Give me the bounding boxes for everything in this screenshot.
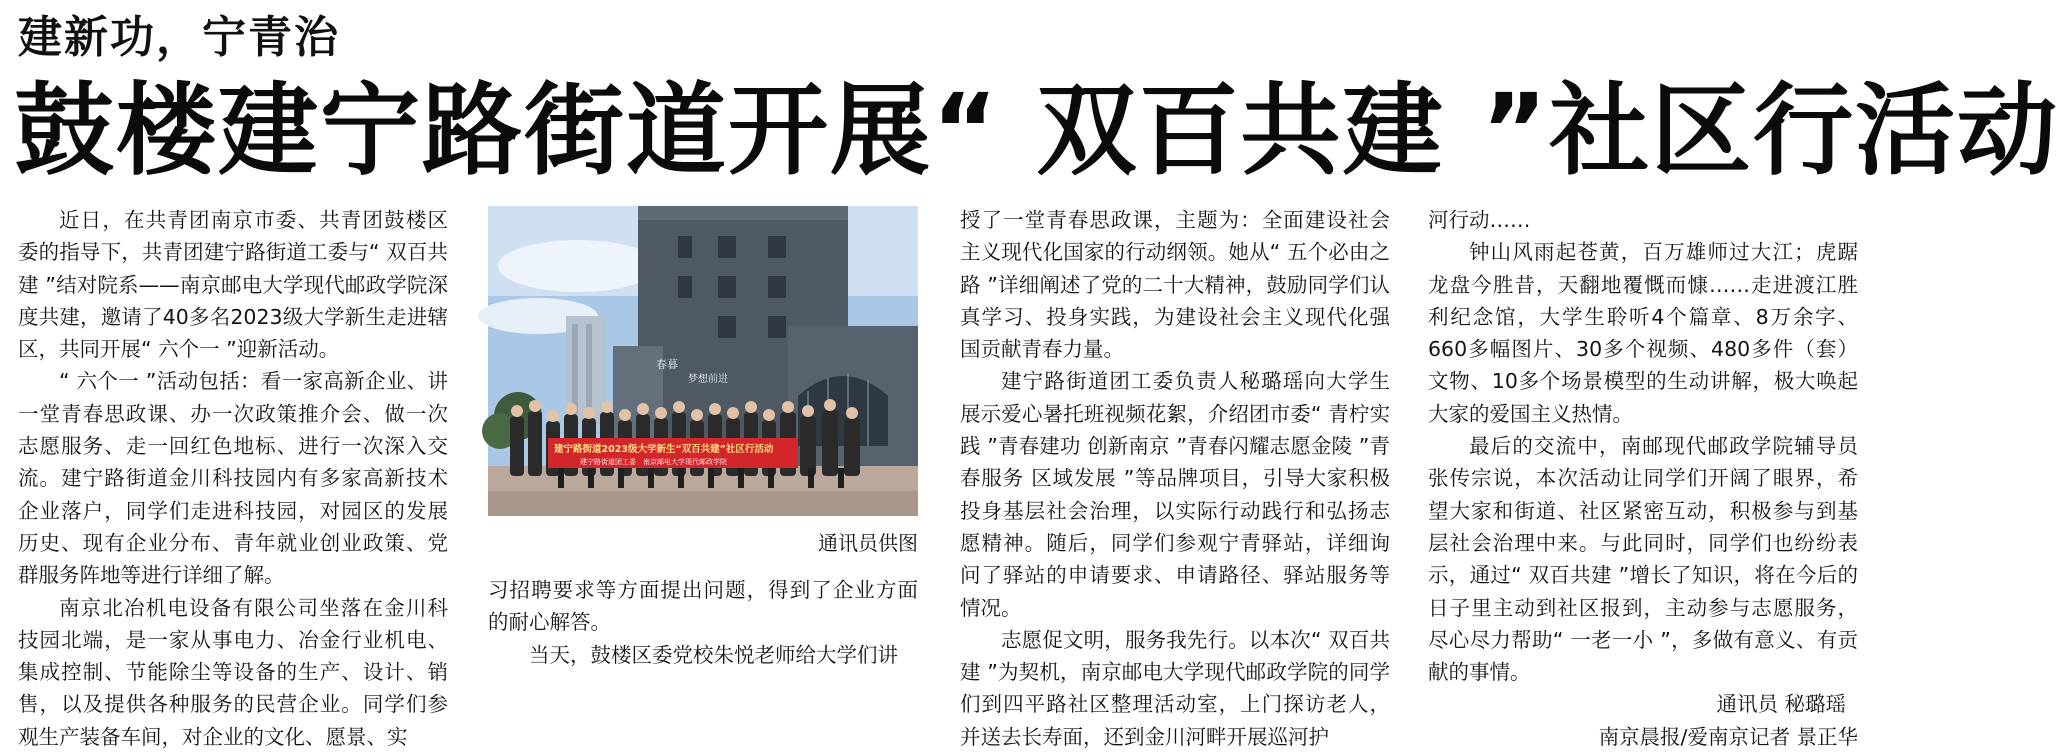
banner-subtitle: 建宁路街道团工委 南京邮电大学现代邮政学院: [580, 458, 727, 466]
kicker-title: 建新功，宁青治: [18, 12, 340, 63]
headline: 鼓楼建宁路街道开展“ 双百共建 ”社区行活动: [14, 72, 2059, 189]
article-column-1: [18, 204, 448, 749]
paragraph: 当天，鼓楼区委党校朱悦老师给大学们讲: [529, 642, 898, 667]
building-sign-text: 春暮: [656, 358, 678, 371]
paragraph: 授了一堂青春思政课，主题为：全面建设社会主义现代化国家的行动纲领。她从“ 五个必由之路 ”详细阐述了党的二十大精神，鼓励同学们认真学习、投身实践，为建设社会主义现代化强国贡献青春力量。: [960, 208, 1390, 362]
paragraph: 最后的交流中，南邮现代邮政学院辅导员张传宗说，本次活动让同学们开阔了眼界，希望大家和街道、社区紧密互动，积极参与到基层社会治理中来。与此同时，同学们也纷纷表示，通过“ 双百共建 ”增长了知识，将在今后的日子里主动到社区报到，主动参与志愿服务，尽心尽力帮助“ 一老一小 ”，多做有意义、有贡献的事情。: [1428, 434, 1858, 685]
paragraph: “ 六个一 ”活动包括：看一家高新企业、讲一堂青春思政课、办一次政策推介会、做一次志愿服务、走一回红色地标、进行一次深入交流。建宁路街道金川科技园内有多家高新技术企业落户，同学们走进科技园，对园区的发展历史、现有企业分布、青年就业创业政策、党群服务阵地等进行详细了解。: [18, 369, 448, 588]
article-column-3: [960, 204, 1390, 749]
building-sign-text: 梦想前进: [688, 374, 728, 385]
paragraph: 近日，在共青团南京市委、共青团鼓楼区委的指导下，共青团建宁路街道工委与“ 双百共建 ”结对院系——南京邮电大学现代邮政学院深度共建，邀请了40多名2023级大学新生走进辖区，共同开展“ 六个一 ”迎新活动。: [18, 208, 448, 362]
paragraph: 河行动……: [1428, 208, 1531, 232]
byline-correspondent: 通讯员 秘璐瑶: [1716, 692, 1846, 717]
paragraph: 南京北冶机电设备有限公司坐落在金川科技园北端，是一家从事电力、冶金行业机电、集成控制、节能除尘等设备的生产、设计、销售，以及提供各种服务的民营企业。同学们参观生产装备车间，对企业的文化、愿景、实: [18, 595, 448, 749]
paragraph: 志愿促文明，服务我先行。以本次“ 双百共建 ”为契机，南京邮电大学现代邮政学院的同学们到四平路社区整理活动室，上门探访老人，并送去长寿面，还到金川河畔开展巡河护: [960, 627, 1390, 749]
paragraph: 钟山风雨起苍黄，百万雄师过大江；虎踞龙盘今胜昔，天翻地覆慨而慷……走进渡江胜利纪念馆，大学生聆听4个篇章、8万余字、660多幅图片、30多个视频、480多件（套）文物、10多个场景模型的生动讲解，极大唤起大家的爱国主义热情。: [1428, 240, 1858, 426]
group-photo-illustration: [488, 206, 918, 516]
news-photo: [488, 206, 918, 516]
article-column-2: [488, 574, 918, 670]
article-column-4: [1428, 204, 1858, 749]
paragraph: 建宁路街道团工委负责人秘璐瑶向大学生展示爱心暑托班视频花絮，介绍团市委“ 青柠实践 ”青春建功 创新南京 ”青春闪耀志愿金陵 ”青春服务 区域发展 ”等品牌项目，引导大家积极投身基层社会治理，以实际行动践行和弘扬志愿精神。随后，同学们参观宁青驿站，详细询问了驿站的申请要求、申请路径、驿站服务等情况。: [960, 369, 1390, 620]
byline-reporter: 南京晨报/爱南京记者 景正华: [1598, 724, 1858, 749]
byline: [1428, 688, 1858, 753]
banner-title: 建宁路街道2023级大学新生“双百共建”社区行活动: [554, 444, 774, 455]
paragraph: 习招聘要求等方面提出问题，得到了企业方面的耐心解答。: [488, 578, 918, 635]
photo-credit: 通讯员供图: [818, 531, 918, 555]
